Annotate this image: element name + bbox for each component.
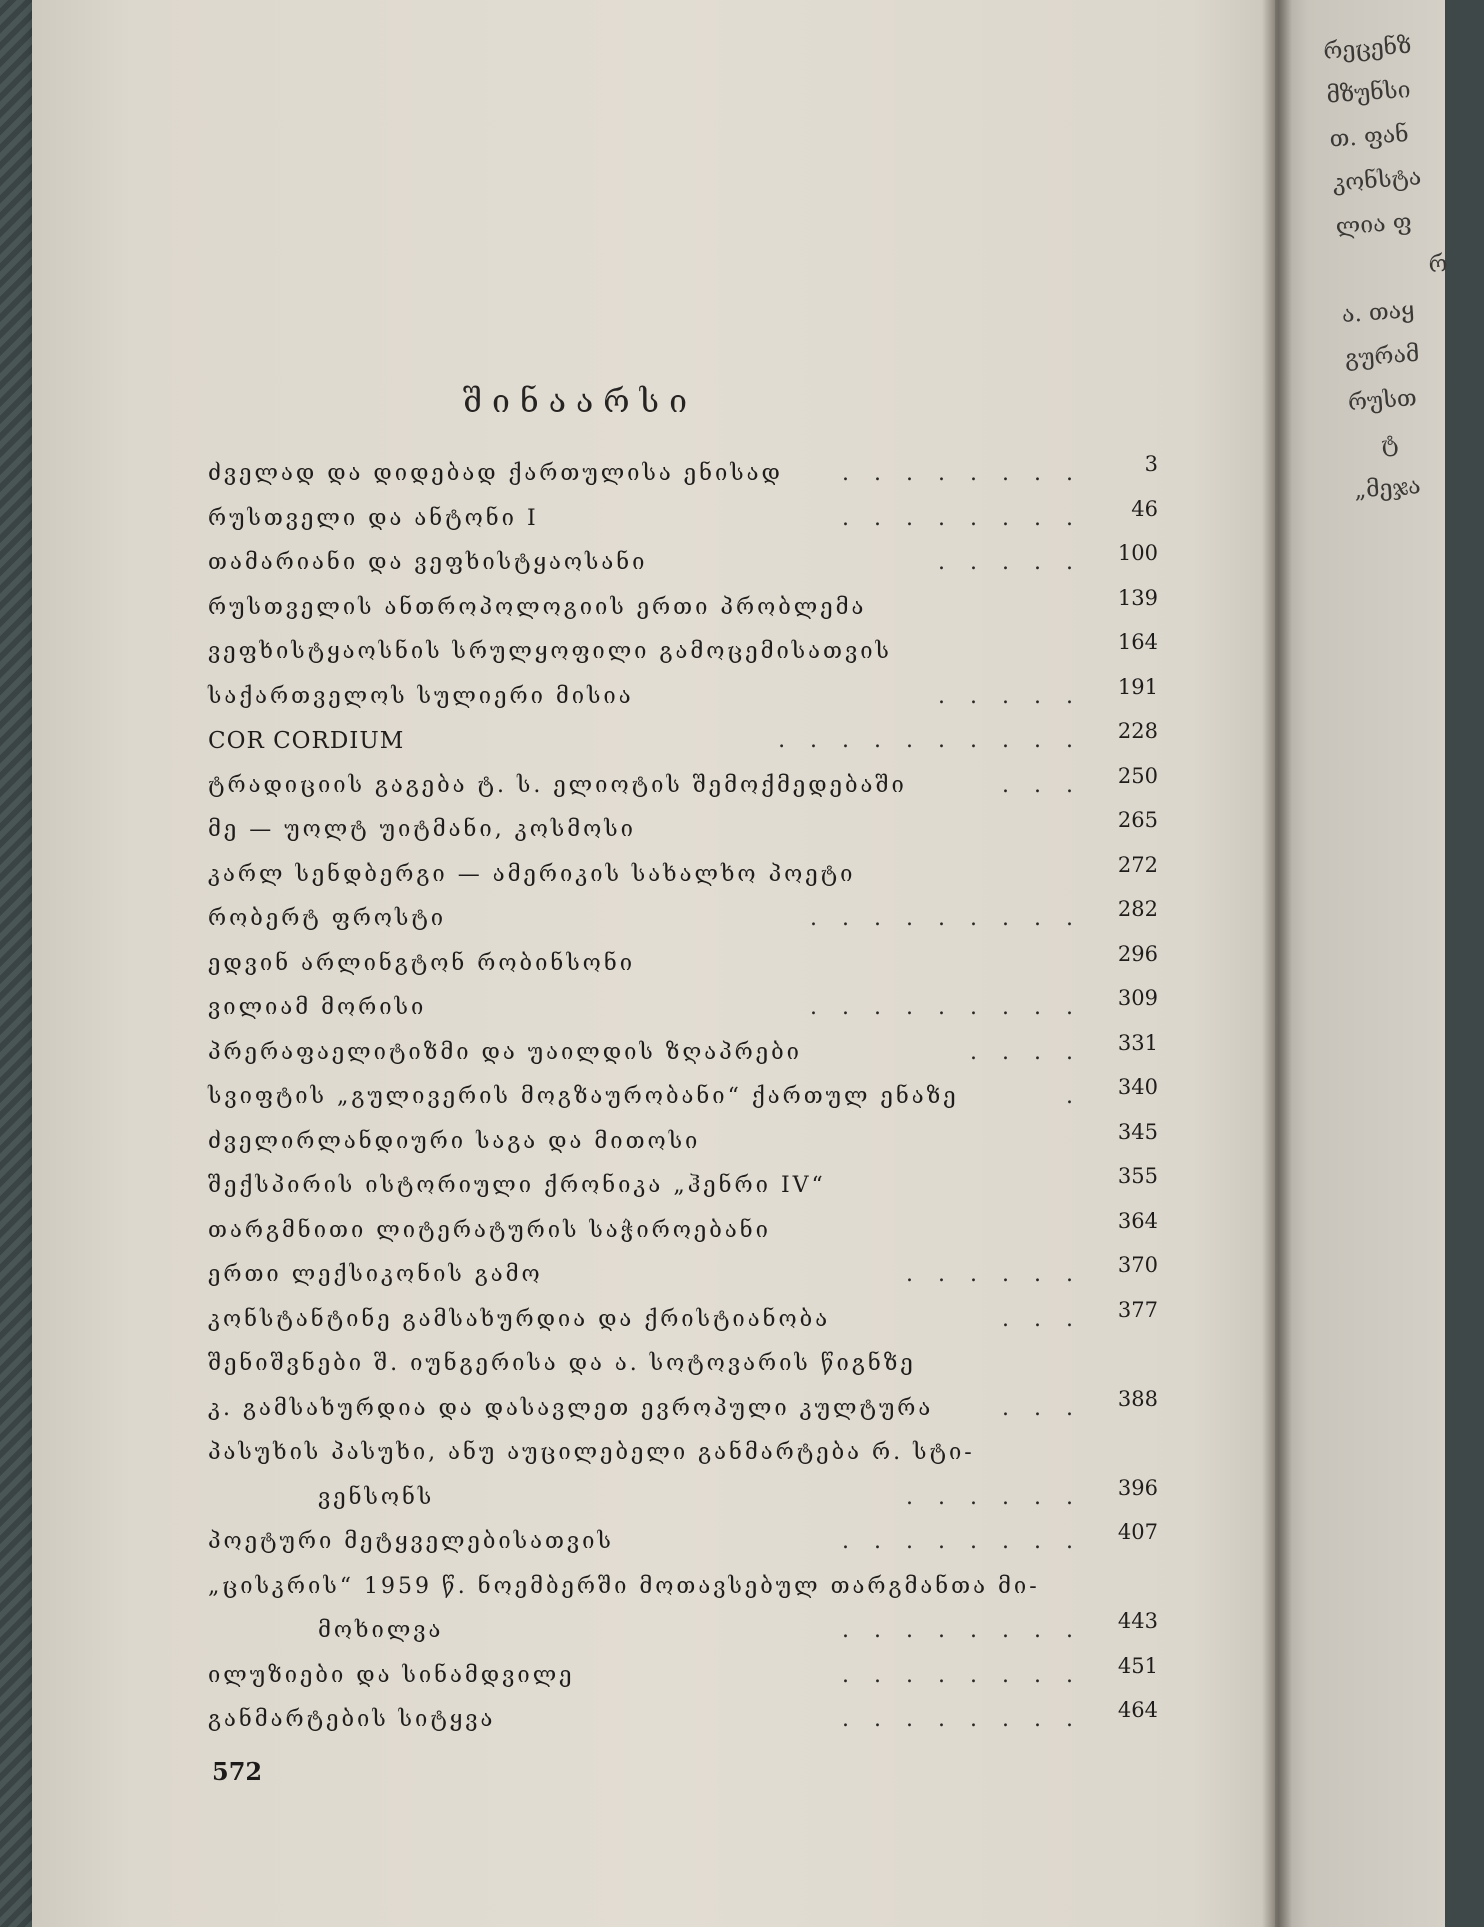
- toc-entry-title: შექსპირის ისტორიული ქრონიკა „ჰენრი IV“: [208, 1173, 826, 1198]
- toc-leader-dots: ........: [842, 1529, 1098, 1554]
- toc-leader-dots: ........: [842, 1618, 1098, 1643]
- toc-entry-page: 282: [1117, 897, 1158, 921]
- toc-leader-dots: ..........: [778, 728, 1098, 753]
- toc-entry-page: 100: [1117, 541, 1158, 565]
- toc-leader-dots: ........: [842, 461, 1098, 486]
- right-line: ტ: [1380, 430, 1400, 458]
- toc-entry: [208, 675, 1158, 720]
- page-title: შინაარსი: [463, 382, 697, 420]
- toc-leader-dots: .........: [810, 995, 1098, 1020]
- toc-entry-title: „ცისკრის“ 1959 წ. ნოემბერში მოთავსებულ თარგმანთა მი-: [208, 1573, 1040, 1599]
- toc-entry: [208, 808, 1158, 853]
- toc-entry: [208, 1031, 1158, 1076]
- right-line: ა. თაყ: [1341, 297, 1416, 329]
- toc-leader-dots: .........: [810, 906, 1098, 931]
- toc-entry-title: შენიშვნები შ. იუნგერისა და ა. სოტოვარის წიგნზე: [208, 1351, 916, 1376]
- toc-leader-dots: ...: [1002, 1395, 1098, 1421]
- toc-entry-page: 309: [1117, 986, 1158, 1010]
- toc-entry-page: 355: [1117, 1164, 1158, 1188]
- toc-entry-page: 377: [1117, 1297, 1158, 1322]
- toc-entry-title: ედვინ არლინგტონ რობინსონი: [208, 950, 636, 976]
- toc-entry: [208, 452, 1158, 497]
- toc-leader-dots: .: [1066, 1084, 1098, 1109]
- toc-leader-dots: ....: [970, 1039, 1098, 1065]
- toc-entry: [208, 1075, 1158, 1120]
- toc-entry-title: საქართველოს სულიერი მისია: [208, 683, 634, 709]
- toc-leader-dots: ......: [906, 1262, 1098, 1287]
- toc-entry-title: პრერაფაელიტიზმი და უაილდის ზღაპრები: [208, 1039, 802, 1065]
- right-line: კონსტა: [1331, 164, 1423, 197]
- toc-entry: [208, 1387, 1158, 1432]
- toc-entry-title: მოხილვა: [318, 1618, 444, 1643]
- toc-entry-page: 272: [1117, 852, 1158, 877]
- toc-entry: [208, 497, 1158, 542]
- toc-leader-dots: ........: [842, 505, 1098, 531]
- toc-entry-title: რუსთველის ანთროპოლოგიის ერთი პრობლემა: [208, 594, 867, 620]
- right-line: გურამ: [1344, 341, 1421, 373]
- toc-entry: [208, 897, 1158, 942]
- toc-entry-page: 396: [1117, 1475, 1158, 1500]
- toc-entry-page: 228: [1117, 719, 1158, 743]
- toc-entry-title: ტრადიციის გაგება ტ. ს. ელიოტის შემოქმედებაში: [208, 772, 907, 798]
- toc-entry-page: 164: [1117, 630, 1158, 654]
- toc-entry-title: რუსთველი და ანტონი I: [208, 505, 539, 531]
- toc-entry-page: 451: [1117, 1653, 1158, 1678]
- toc-entry: [208, 764, 1158, 809]
- toc-entry: [208, 853, 1158, 898]
- toc-entry-page: 364: [1117, 1208, 1158, 1233]
- toc-entry-page: 139: [1117, 585, 1158, 610]
- toc-entry: [208, 1209, 1158, 1254]
- toc-entry-page: 345: [1117, 1119, 1158, 1144]
- toc-entry: [208, 942, 1158, 987]
- toc-leader-dots: ...: [1002, 1306, 1098, 1332]
- toc-entry: [208, 541, 1158, 586]
- toc-entry-title: პასუხის პასუხი, ანუ აუცილებელი განმარტება რ. სტი-: [208, 1440, 975, 1465]
- toc-entry: [208, 986, 1158, 1031]
- toc-leader-dots: ......: [906, 1484, 1098, 1510]
- right-line: რ: [1427, 250, 1449, 279]
- toc-entry-page: 443: [1117, 1609, 1158, 1633]
- right-line: რეცენზ: [1322, 32, 1413, 65]
- toc-entry-page: 46: [1131, 496, 1158, 521]
- toc-leader-dots: ........: [842, 1662, 1098, 1688]
- toc-entry-title: მე — უოლტ უიტმანი, კოსმოსი: [208, 817, 636, 842]
- toc-entry: [208, 1609, 1158, 1654]
- toc-entry-page: 331: [1117, 1030, 1158, 1055]
- toc-entry-title: ძველად და დიდებად ქართულისა ენისად: [208, 461, 783, 486]
- toc-entry: [208, 630, 1158, 675]
- toc-entry-page: 265: [1117, 808, 1158, 832]
- toc-entry-title: რობერტ ფროსტი: [208, 906, 447, 931]
- toc-entry-title: ძველირლანდიური საგა და მითოსი: [208, 1128, 701, 1154]
- toc-leader-dots: ...: [1002, 772, 1098, 798]
- toc-entry: [208, 1164, 1158, 1209]
- toc-entry-page: 340: [1117, 1075, 1158, 1099]
- toc-entry: [208, 1654, 1158, 1699]
- toc-entry-page: 250: [1117, 763, 1158, 788]
- right-line: თ. ფან: [1328, 121, 1410, 153]
- toc-entry: [208, 1476, 1158, 1521]
- toc-entry-page: 3: [1144, 452, 1158, 476]
- toc-entry: [208, 719, 1158, 764]
- toc-entry-title: ვილიამ მორისი: [208, 995, 427, 1020]
- toc-entry-title: განმარტების სიტყვა: [208, 1707, 496, 1732]
- toc-leader-dots: .....: [938, 550, 1098, 575]
- right-line: რუსთ: [1347, 385, 1418, 417]
- toc-entry-title: ვეფხისტყაოსნის სრულყოფილი გამოცემისათვის: [208, 639, 892, 664]
- toc-entry-title: ილუზიები და სინამდვილე: [208, 1662, 575, 1688]
- toc-entry: [208, 1120, 1158, 1165]
- book-gutter: [1262, 0, 1292, 1927]
- toc-entry-page: 407: [1117, 1520, 1158, 1544]
- toc-entry: [208, 1520, 1158, 1565]
- toc-entry-title: კარლ სენდბერგი — ამერიკის სახალხო პოეტი: [208, 861, 856, 887]
- toc-entry: [208, 1565, 1158, 1610]
- toc-leader-dots: .....: [938, 683, 1098, 709]
- right-line: მზუნსი: [1325, 77, 1412, 109]
- toc-entry-title: თარგმნითი ლიტერატურის საჭიროებანი: [208, 1217, 771, 1243]
- toc-entry-page: 296: [1117, 941, 1158, 966]
- toc-entry: [208, 1431, 1158, 1476]
- toc-leader-dots: ........: [842, 1707, 1098, 1732]
- toc-entry: [208, 1298, 1158, 1343]
- toc-entry-title: კ. გამსახურდია და დასავლეთ ევროპული კულტურა: [208, 1395, 934, 1421]
- toc-entry-title: ერთი ლექსიკონის გამო: [208, 1262, 543, 1287]
- toc-entry-title: თამარიანი და ვეფხისტყაოსანი: [208, 550, 648, 575]
- toc-entry-page: 388: [1117, 1386, 1158, 1411]
- right-line: „მეჯა: [1353, 473, 1422, 504]
- toc-entry-title: COR CORDIUM: [208, 728, 405, 754]
- toc-entry: [208, 1253, 1158, 1298]
- toc-entry: [208, 586, 1158, 631]
- toc-entry-title: ვენსონს: [318, 1484, 435, 1510]
- table-of-contents: [208, 452, 1158, 1743]
- toc-entry-page: 464: [1117, 1698, 1158, 1722]
- toc-entry: [208, 1698, 1158, 1743]
- toc-entry-title: პოეტური მეტყველებისათვის: [208, 1529, 614, 1554]
- right-line: ლია ფ: [1334, 209, 1413, 241]
- toc-entry-page: 370: [1117, 1253, 1158, 1277]
- toc-entry-title: კონსტანტინე გამსახურდია და ქრისტიანობა: [208, 1306, 831, 1332]
- toc-entry: [208, 1342, 1158, 1387]
- page-number: 572: [212, 1757, 263, 1786]
- toc-entry-title: სვიფტის „გულივერის მოგზაურობანი“ ქართულ ენაზე: [208, 1084, 959, 1109]
- toc-entry-page: 191: [1117, 674, 1158, 699]
